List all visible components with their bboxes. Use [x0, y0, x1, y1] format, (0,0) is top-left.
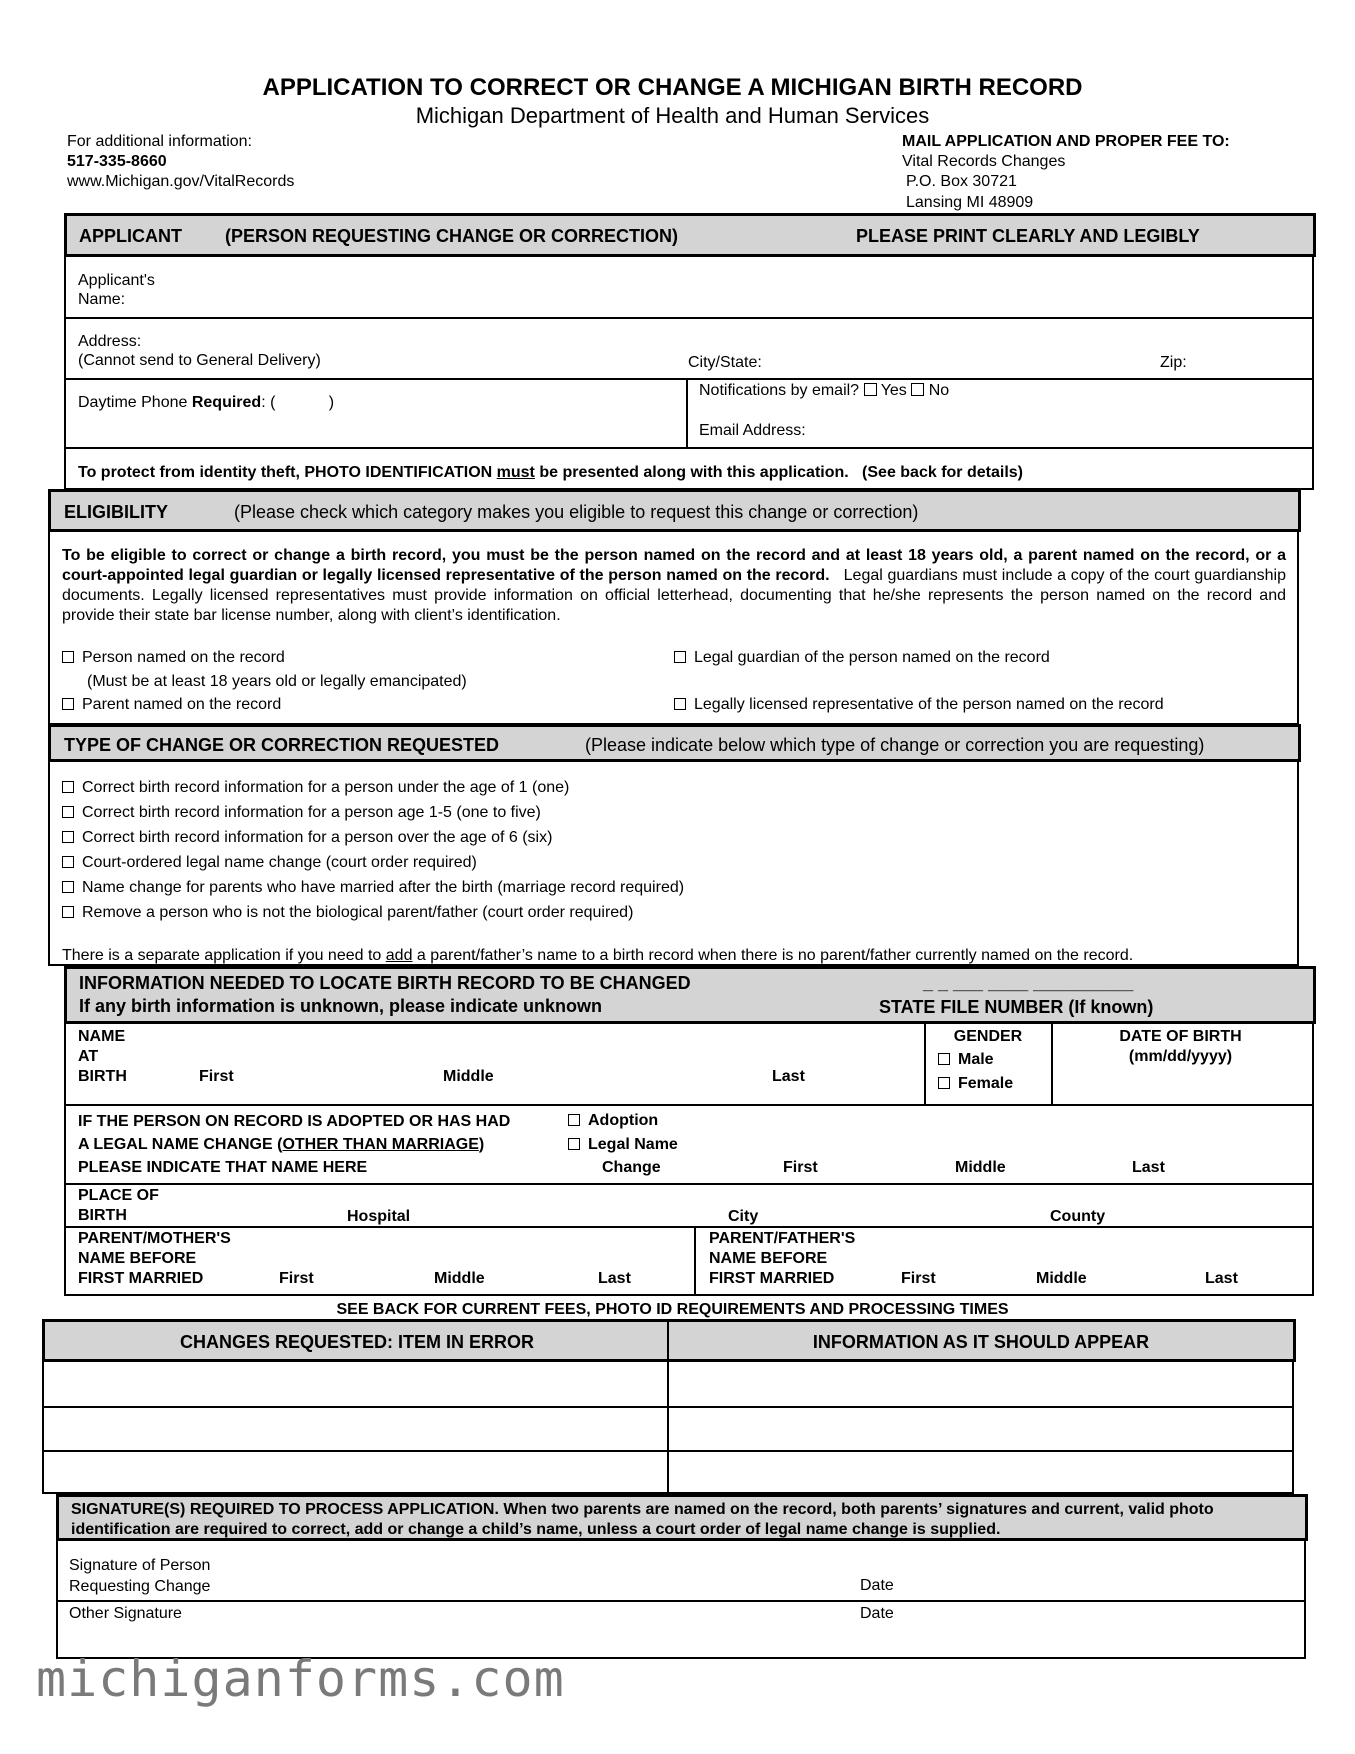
signature-requirements: SIGNATURE(S) REQUIRED TO PROCESS APPLICATION. When two parents are named on the record, both parents’ signatures and current, valid photo identification are required to correct, add or change a child’s name, unless a court order of legal name change is supplied.: [71, 1501, 1214, 1538]
name-at-birth-field[interactable]: [150, 1027, 920, 1065]
mother-name-label: PARENT/MOTHER'S NAME BEFORE FIRST MARRIED: [78, 1230, 231, 1287]
gender-male-option[interactable]: Male: [938, 1050, 994, 1069]
changes-row-2-correct[interactable]: [669, 1408, 1292, 1449]
change-type-title: TYPE OF CHANGE OR CORRECTION REQUESTED: [64, 735, 500, 755]
checkbox[interactable]: [938, 1077, 950, 1089]
signature-requester-field[interactable]: [240, 1548, 850, 1596]
locate-subtitle: If any birth information is unknown, please indicate unknown: [79, 996, 603, 1016]
dob-format: (mm/dd/yyyy): [1128, 1048, 1233, 1065]
mother-first-label: First: [279, 1270, 314, 1287]
email-address-field[interactable]: [820, 412, 1300, 442]
print-note: PLEASE PRINT CLEARLY AND LEGIBLY: [856, 226, 1200, 246]
adoption-option[interactable]: Adoption: [568, 1111, 658, 1130]
state-file-number-blank[interactable]: _ _ ___ ____ __________: [923, 973, 1134, 993]
city-state-label: City/State:: [688, 354, 762, 371]
name-last-label: Last: [772, 1068, 805, 1085]
name-first-label: First: [199, 1068, 234, 1085]
zip-label: Zip:: [1160, 354, 1187, 371]
email-notification-question: Notifications by email? Yes No: [699, 382, 950, 399]
city-state-field[interactable]: [775, 322, 1155, 370]
checkbox[interactable]: [62, 881, 74, 893]
name-middle-label: Middle: [443, 1068, 494, 1085]
change-option-4[interactable]: Court-ordered legal name change (court order required): [62, 853, 477, 872]
dob-field[interactable]: [1060, 1068, 1300, 1102]
daytime-phone-field[interactable]: [290, 384, 680, 442]
signature-requester-date-label: Date: [860, 1577, 894, 1594]
change-option-2[interactable]: Correct birth record information for a person age 1-5 (one to five): [62, 803, 541, 822]
checkbox[interactable]: [568, 1114, 580, 1126]
changes-col-item-in-error: CHANGES REQUESTED: ITEM IN ERROR: [179, 1332, 535, 1352]
mail-label: MAIL APPLICATION AND PROPER FEE TO:: [902, 133, 1230, 150]
state-file-number-label: STATE FILE NUMBER (If known): [879, 997, 1154, 1017]
other-signature-label: Other Signature: [69, 1605, 182, 1622]
signature-requester-date-field[interactable]: [905, 1548, 1295, 1596]
page-subtitle: Michigan Department of Health and Human Services: [415, 103, 930, 128]
see-back-note: SEE BACK FOR CURRENT FEES, PHOTO ID REQUIREMENTS AND PROCESSING TIMES: [336, 1301, 1009, 1318]
dob-label: DATE OF BIRTH: [1119, 1028, 1242, 1045]
email-address-label: Email Address:: [699, 422, 806, 439]
mother-name-field[interactable]: [240, 1229, 688, 1267]
legal-name-change-label: Change: [602, 1159, 661, 1176]
changes-table-header: [42, 1319, 1296, 1362]
checkbox[interactable]: [62, 831, 74, 843]
eligibility-option-person-note: (Must be at least 18 years old or legally emancipated): [87, 673, 467, 690]
checkbox[interactable]: [62, 651, 74, 663]
zip-field[interactable]: [1195, 322, 1305, 370]
changes-col-should-appear: INFORMATION AS IT SHOULD APPEAR: [812, 1332, 1150, 1352]
email-no-checkbox[interactable]: [911, 383, 924, 396]
city-label: City: [728, 1208, 759, 1225]
father-first-label: First: [901, 1270, 936, 1287]
eligibility-option-representative[interactable]: Legally licensed representative of the person named on the record: [674, 695, 1164, 714]
address-field[interactable]: [360, 322, 680, 370]
checkbox[interactable]: [938, 1053, 950, 1065]
mother-middle-label: Middle: [434, 1270, 485, 1287]
checkbox[interactable]: [62, 781, 74, 793]
change-option-6[interactable]: Remove a person who is not the biological parent/father (court order required): [62, 903, 633, 922]
place-of-birth-field[interactable]: [200, 1186, 1300, 1206]
place-of-birth-label: PLACE OF BIRTH: [78, 1187, 159, 1224]
mail-line-3: Lansing MI 48909: [906, 194, 1034, 211]
locate-header: [64, 966, 1316, 1024]
changes-row-3-correct[interactable]: [669, 1452, 1292, 1492]
info-website: www.Michigan.gov/VitalRecords: [67, 173, 295, 190]
legal-name-change-option[interactable]: Legal Name: [568, 1135, 678, 1154]
eligibility-title: ELIGIBILITY: [64, 502, 169, 522]
adopted-first-label: First: [783, 1159, 818, 1176]
change-option-3[interactable]: Correct birth record information for a person over the age of 6 (six): [62, 828, 552, 847]
separate-application-note: There is a separate application if you need to add a parent/father’s name to a birth record when there is no parent/father currently named on the record.: [62, 947, 1134, 964]
applicant-subtitle: (PERSON REQUESTING CHANGE OR CORRECTION): [225, 226, 679, 246]
applicant-name-field[interactable]: [170, 262, 1300, 316]
mother-last-label: Last: [598, 1270, 631, 1287]
other-signature-date-field[interactable]: [905, 1604, 1295, 1654]
gender-female-option[interactable]: Female: [938, 1074, 1013, 1093]
checkbox[interactable]: [674, 698, 686, 710]
checkbox[interactable]: [62, 698, 74, 710]
hospital-label: Hospital: [347, 1208, 411, 1225]
father-middle-label: Middle: [1036, 1270, 1087, 1287]
change-type-subtitle: (Please indicate below which type of change or correction you are requesting): [585, 735, 1205, 755]
photo-id-note: To protect from identity theft, PHOTO IDENTIFICATION must be presented along with this application. (See back for details): [78, 464, 1023, 481]
changes-row-3-error[interactable]: [44, 1452, 665, 1492]
locate-title: INFORMATION NEEDED TO LOCATE BIRTH RECORD TO BE CHANGED: [79, 973, 691, 993]
eligibility-paragraph: To be eligible to correct or change a birth record, you must be the person named on the record and at least 18 years old, a parent named on the record, or a court-appointed legal guardian or legally licensed representative of the person named on the record. Legal guardians must include a copy of the court guardianship documents. Legally licensed representatives must provide information on official letterhead, documenting that he/she represents the person named on the record and provide their state bar license number, along with client’s identification.: [62, 547, 1286, 624]
mail-line-2: P.O. Box 30721: [906, 173, 1017, 190]
checkbox[interactable]: [674, 651, 686, 663]
adopted-last-label: Last: [1132, 1159, 1165, 1176]
father-name-field[interactable]: [860, 1229, 1308, 1267]
changes-row-1-correct[interactable]: [669, 1362, 1292, 1405]
other-signature-field[interactable]: [200, 1604, 850, 1654]
page-title: APPLICATION TO CORRECT OR CHANGE A MICHIGAN BIRTH RECORD: [262, 74, 1083, 101]
address-label: Address: (Cannot send to General Delivery): [78, 333, 321, 369]
eligibility-option-guardian[interactable]: Legal guardian of the person named on the record: [674, 648, 1050, 667]
change-option-1[interactable]: Correct birth record information for a person under the age of 1 (one): [62, 778, 569, 797]
signature-requester-label: Signature of Person Requesting Change: [69, 1557, 211, 1595]
name-at-birth-label: NAME AT BIRTH: [78, 1028, 127, 1085]
daytime-phone-label: Daytime Phone Required: ( ): [78, 394, 335, 411]
checkbox[interactable]: [62, 856, 74, 868]
eligibility-header: [48, 489, 1301, 532]
father-name-label: PARENT/FATHER'S NAME BEFORE FIRST MARRIED: [709, 1230, 856, 1287]
county-label: County: [1050, 1208, 1106, 1225]
adopted-middle-label: Middle: [955, 1159, 1006, 1176]
eligibility-option-person[interactable]: Person named on the record: [62, 648, 285, 667]
applicant-title: APPLICANT: [79, 226, 182, 246]
info-phone: 517-335-8660: [67, 153, 167, 170]
checkbox[interactable]: [62, 806, 74, 818]
info-label: For additional information:: [67, 133, 252, 150]
applicant-header: [64, 213, 1316, 257]
changes-row-2-error[interactable]: [44, 1408, 665, 1449]
checkbox[interactable]: [62, 906, 74, 918]
eligibility-subtitle: (Please check which category makes you eligible to request this change or correction): [234, 502, 919, 522]
eligibility-option-parent[interactable]: Parent named on the record: [62, 695, 281, 714]
email-yes-checkbox[interactable]: [864, 383, 877, 396]
changes-row-1-error[interactable]: [44, 1362, 665, 1405]
signature-header: [56, 1494, 1308, 1541]
father-last-label: Last: [1205, 1270, 1238, 1287]
watermark-text: michiganforms.com: [36, 1650, 565, 1708]
gender-label: GENDER: [953, 1028, 1023, 1045]
adopted-name-field[interactable]: [700, 1110, 1300, 1154]
applicant-name-label: Applicant's Name:: [78, 272, 155, 308]
other-signature-date-label: Date: [860, 1605, 894, 1622]
email-yes-label: Yes: [880, 382, 907, 399]
adoption-instruction: IF THE PERSON ON RECORD IS ADOPTED OR HAS HAD A LEGAL NAME CHANGE (OTHER THAN MARRIAGE) PLEASE INDICATE THAT NAME HERE: [78, 1113, 511, 1176]
mail-line-1: Vital Records Changes: [902, 153, 1066, 170]
change-type-header: [48, 724, 1301, 762]
email-no-label: No: [928, 382, 950, 399]
checkbox[interactable]: [568, 1138, 580, 1150]
change-option-5[interactable]: Name change for parents who have married after the birth (marriage record required): [62, 878, 684, 897]
